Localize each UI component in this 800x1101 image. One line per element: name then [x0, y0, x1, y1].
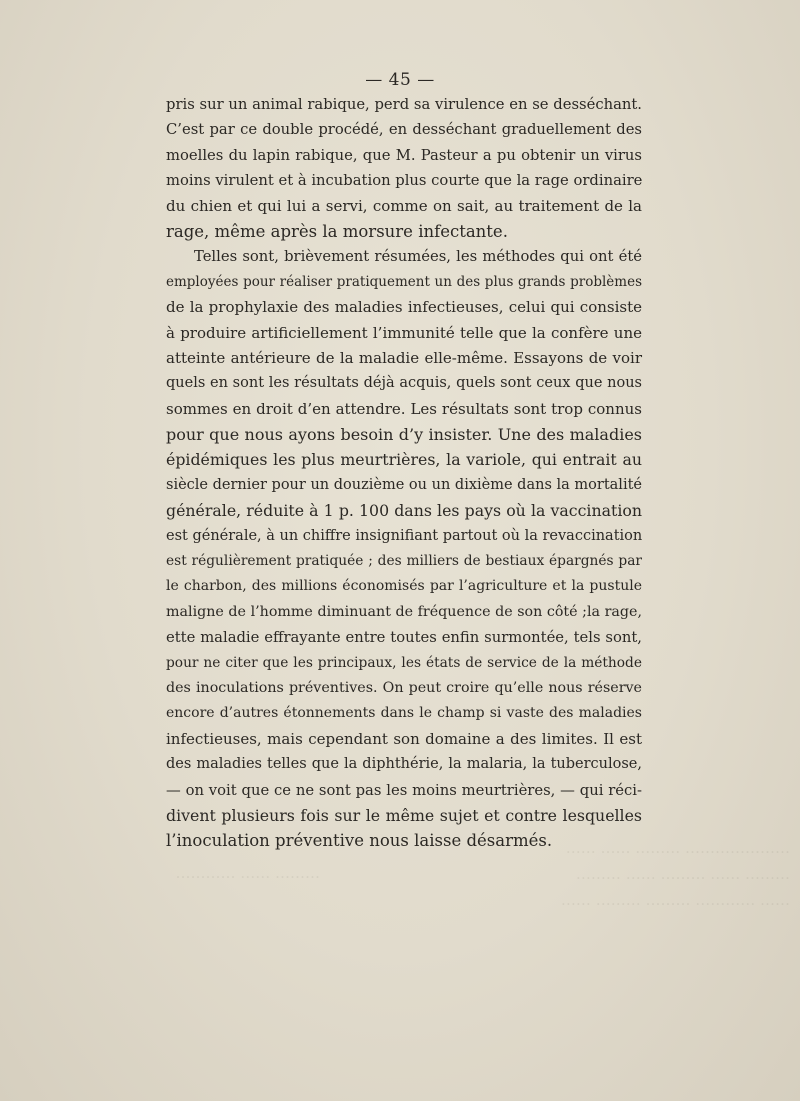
text-line: des maladies telles que la diphthérie, la malaria, la tuberculose, [166, 756, 642, 773]
show-through-text: ………………… ……… …… …… ……… …… ……… …… ……… …… ………… ……… ……… …… [560, 839, 790, 909]
text-line: pour que nous ayons besoin d’y insister. Une des maladies [166, 425, 642, 445]
text-line: le charbon, des millions économisés par l’agriculture et la pustule [166, 578, 642, 595]
text-line: épidémiques les plus meurtrières, la variole, qui entrait au [166, 450, 642, 470]
text-line: est régulièrement pratiquée ; des milliers de bestiaux épargnés par [166, 553, 642, 570]
text-line: des inoculations préventives. On peut croire qu’elle nous réserve [166, 679, 642, 696]
text-line: moelles du lapin rabique, que M. Pasteur a pu obtenir un virus [166, 146, 642, 164]
text-line: Telles sont, brièvement résumées, les méthodes qui ont été [194, 248, 642, 266]
text-line: du chien et qui lui a servi, comme on sait, au traitement de la [166, 196, 642, 215]
text-line: pris sur un animal rabique, perd sa virulence en se desséchant. [166, 96, 642, 113]
text-line: divent plusieurs fois sur le même sujet et contre lesquelles [166, 805, 642, 825]
text-line: atteinte antérieure de la maladie elle-même. Essayons de voir [166, 348, 642, 367]
body-text [166, 92, 642, 854]
text-line: sommes en droit d’en attendre. Les résultats sont trop connus [166, 399, 642, 418]
page-number: — 45 — [365, 70, 435, 90]
text-line: ette maladie effrayante entre toutes enfin surmontée, tels sont, [166, 629, 642, 647]
text-line: quels en sont les résultats déjà acquis, quels sont ceux que nous [166, 375, 642, 392]
text-line: générale, réduite à 1 p. 100 dans les pays où la vaccination [166, 501, 642, 521]
text-line: moins virulent et à incubation plus courte que la rage ordinaire [166, 172, 643, 190]
text-line: infectieuses, mais cependant son domaine a des limites. Il est [166, 729, 642, 748]
text-line: rage, même après la morsure infectante. [166, 221, 508, 241]
text-line: à produire artificiellement l’immunité telle que la confère une [166, 323, 642, 342]
text-line: — on voit que ce ne sont pas les moins meurtrières, — qui réci- [166, 781, 642, 799]
text-line: siècle dernier pour un douzième ou un dixième dans la mortalité [166, 476, 642, 493]
text-line: l’inoculation préventive nous laisse désarmés. [166, 831, 553, 851]
text-line: C’est par ce double procédé, en desséchant graduellement des [166, 121, 642, 139]
text-line: est générale, à un chiffre insignifiant partout où la revaccination [166, 527, 643, 544]
text-line: maligne de l’homme diminuant de fréquence de son côté ;la rage, [166, 603, 642, 620]
show-through-text-left: ……… …… ………… [175, 864, 320, 882]
text-line: pour ne citer que les principaux, les états de service de la méthode [166, 654, 642, 671]
text-line: de la prophylaxie des maladies infectieuses, celui qui consiste [166, 298, 642, 317]
text-line: employées pour réaliser pratiquement un des plus grands problèmes [166, 273, 642, 290]
text-line: encore d’autres étonnements dans le champ si vaste des maladies [166, 705, 642, 722]
